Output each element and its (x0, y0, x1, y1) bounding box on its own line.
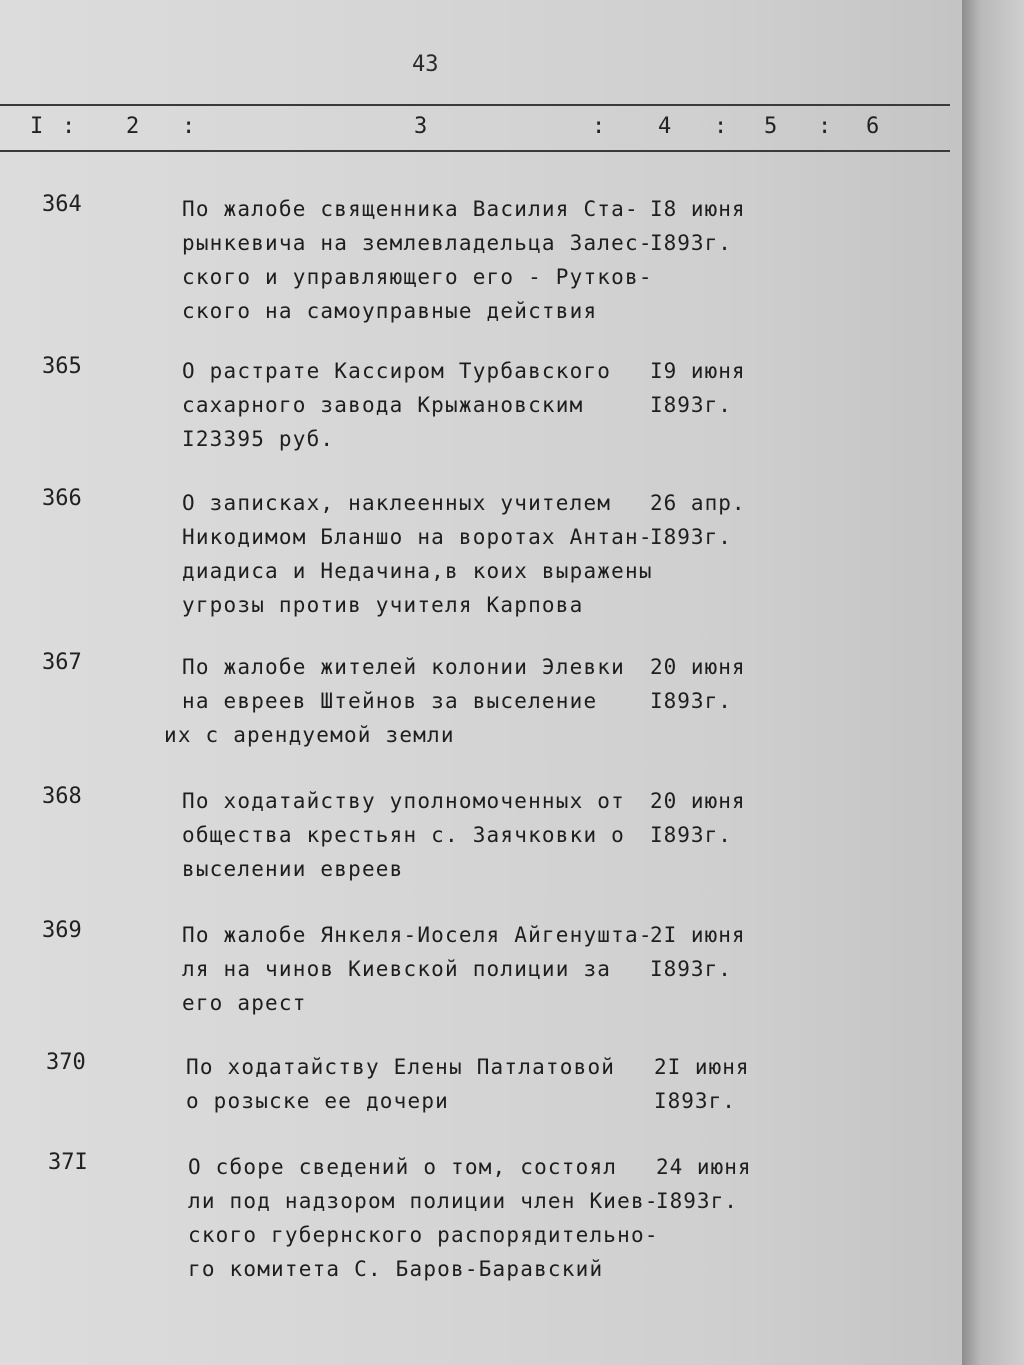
description-line: По жалобе священника Василия Ста- (182, 197, 639, 221)
entry-date (650, 486, 746, 554)
entry-number: 370 (46, 1050, 86, 1075)
date-line: I893г. (656, 1189, 738, 1213)
description-line: ли под надзором полиции член Киев- (188, 1189, 659, 1213)
entry-number: 364 (42, 192, 82, 217)
entry-date (650, 918, 746, 986)
entry-number: 365 (42, 354, 82, 379)
date-line: I893г. (650, 393, 732, 417)
column-separator: : (818, 114, 832, 139)
entry-number: 366 (42, 486, 82, 511)
description-line: сахарного завода Крыжановским (182, 393, 584, 417)
header-rule-top (0, 104, 950, 106)
description-line: выселении евреев (182, 857, 404, 881)
column-separator: : (714, 114, 728, 139)
date-line: I893г. (650, 689, 732, 713)
entry-number: 368 (42, 784, 82, 809)
description-line: О сборе сведений о том, состоял (188, 1155, 618, 1179)
date-line: 2I июня (654, 1055, 750, 1079)
entry-number: 369 (42, 918, 82, 943)
description-line: I23395 руб. (182, 427, 335, 451)
entry-date (654, 1050, 750, 1118)
column-separator: : (62, 114, 76, 139)
column-header-2: 2 (126, 114, 140, 139)
description-line: го комитета С. Баров-Баравский (188, 1257, 604, 1281)
description-line: ского и управляющего его - Рутков- (182, 265, 653, 289)
column-header-4: 4 (658, 114, 672, 139)
column-header-5: 5 (764, 114, 778, 139)
description-line: О записках, наклеенных учителем (182, 491, 612, 515)
underlying-page-edge (962, 0, 1024, 1365)
entry-number: 367 (42, 650, 82, 675)
description-line: Никодимом Бланшо на воротах Антан- (182, 525, 653, 549)
date-line: I893г. (650, 823, 732, 847)
entry-date (650, 650, 746, 718)
entry-description (182, 354, 611, 456)
column-separator: : (182, 114, 196, 139)
description-line: их с арендуемой земли (164, 723, 455, 747)
column-header-6: 6 (866, 114, 880, 139)
entry-description (164, 650, 625, 752)
entry-description (182, 784, 625, 886)
description-line: По ходатайству уполномоченных от (182, 789, 625, 813)
description-line: о розыске ее дочери (186, 1089, 450, 1113)
description-line: По жалобе жителей колонии Элевки (182, 655, 625, 679)
description-line: общества крестьян с. Заячковки о (182, 823, 625, 847)
description-line: По ходатайству Елены Патлатовой (186, 1055, 616, 1079)
date-line: 20 июня (650, 789, 746, 813)
entry-description (182, 918, 653, 1020)
description-line: диадиса и Недачина,в коих выражены (182, 559, 653, 583)
date-line: I893г. (650, 231, 732, 255)
date-line: I893г. (650, 957, 732, 981)
date-line: 26 апр. (650, 491, 746, 515)
date-line: 2I июня (650, 923, 746, 947)
date-line: 20 июня (650, 655, 746, 679)
entry-description (186, 1050, 615, 1118)
date-line: I893г. (650, 525, 732, 549)
date-line: 24 июня (656, 1155, 752, 1179)
description-line: ского на самоуправные действия (182, 299, 598, 323)
entry-number: 37I (48, 1150, 88, 1175)
entry-date (656, 1150, 752, 1218)
page-number: 43 (412, 52, 439, 77)
column-separator: : (592, 114, 606, 139)
column-header-3: 3 (414, 114, 428, 139)
column-header-1: I (30, 114, 44, 139)
header-rule-bottom (0, 150, 950, 152)
entry-description (188, 1150, 659, 1286)
entry-description (182, 192, 653, 328)
description-line: О растрате Кассиром Турбавского (182, 359, 612, 383)
date-line: I8 июня (650, 197, 746, 221)
description-line: его арест (182, 991, 307, 1015)
entry-description (182, 486, 653, 622)
date-line: I893г. (654, 1089, 736, 1113)
description-line: на евреев Штейнов за выселение (182, 689, 598, 713)
description-line: По жалобе Янкеля-Иоселя Айгенушта- (182, 923, 653, 947)
description-line: угрозы против учителя Карпова (182, 593, 584, 617)
description-line: ского губернского распорядительно- (188, 1223, 659, 1247)
description-line: рынкевича на землевладельца Залес- (182, 231, 653, 255)
date-line: I9 июня (650, 359, 746, 383)
description-line: ля на чинов Киевской полиции за (182, 957, 612, 981)
entry-date (650, 784, 746, 852)
entry-date (650, 192, 746, 260)
entry-date (650, 354, 746, 422)
